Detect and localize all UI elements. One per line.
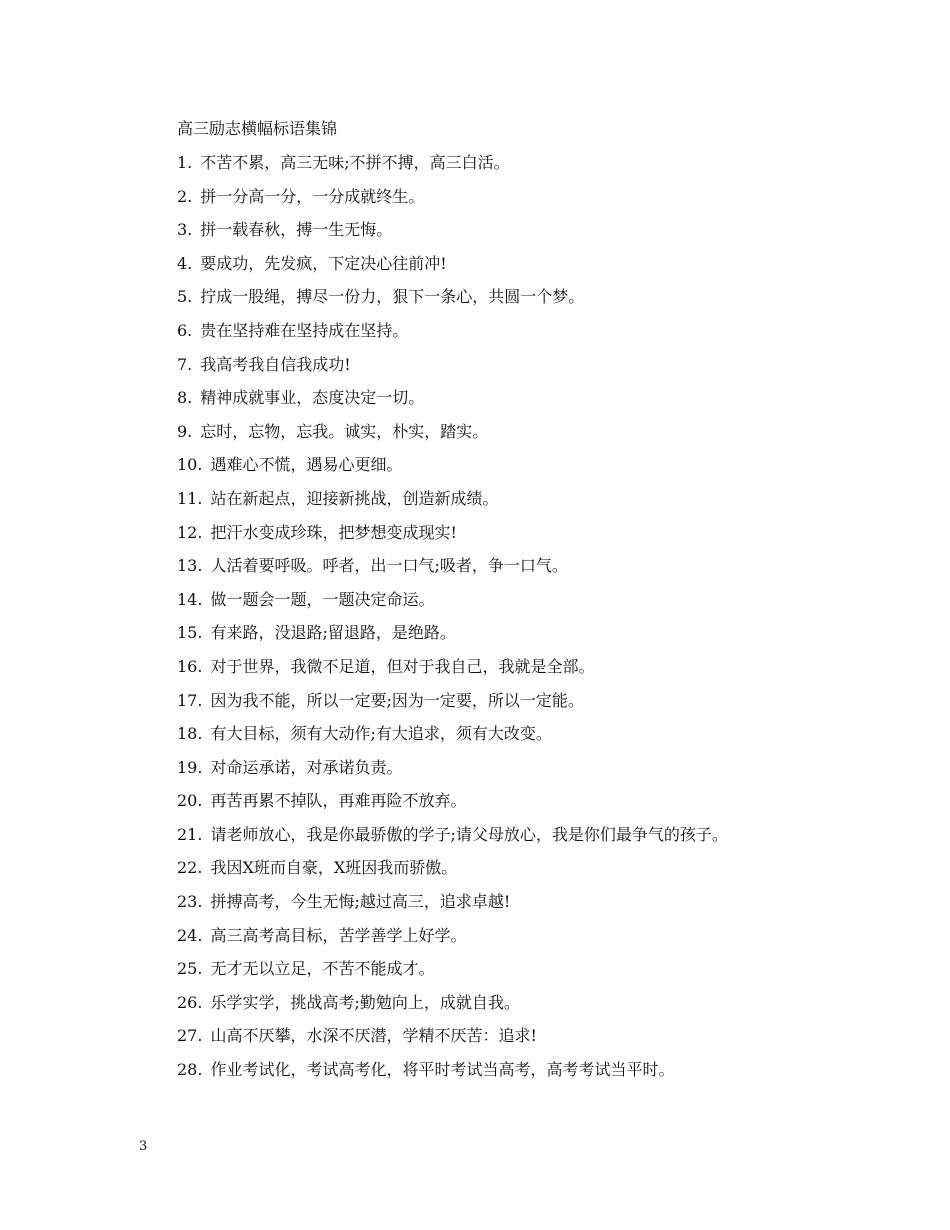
list-item	[177, 992, 728, 1026]
item-text: 人活着要呼吸。呼者，出一口气;吸者，争一口气。	[210, 556, 568, 576]
item-number: 6.	[177, 320, 193, 340]
item-number: 21.	[177, 824, 203, 844]
item-number: 13.	[177, 556, 203, 576]
item-text: 山高不厌攀，水深不厌潜，学精不厌苦：追求!	[210, 1026, 537, 1046]
item-text: 忘时，忘物，忘我。诚实，朴实，踏实。	[200, 421, 489, 441]
list-item	[177, 690, 728, 724]
item-text: 对命运承诺，对承诺负责。	[210, 757, 403, 777]
item-number: 18.	[177, 724, 203, 744]
item-number: 4.	[177, 253, 193, 273]
item-number: 5.	[177, 287, 193, 307]
item-number: 27.	[177, 1026, 203, 1046]
list-item	[177, 1059, 728, 1093]
list-item	[177, 286, 728, 320]
item-number: 10.	[177, 455, 203, 475]
list-item	[177, 656, 728, 690]
item-number: 14.	[177, 589, 203, 609]
item-text: 拼一分高一分，一分成就终生。	[200, 186, 425, 206]
item-number: 17.	[177, 690, 203, 710]
item-text: 把汗水变成珍珠，把梦想变成现实!	[210, 522, 457, 542]
item-text: 有来路，没退路;留退路，是绝路。	[210, 623, 456, 643]
item-text: 再苦再累不掉队，再难再险不放弃。	[210, 791, 467, 811]
item-number: 12.	[177, 522, 203, 542]
item-number: 11.	[177, 488, 203, 508]
item-text: 因为我不能，所以一定要;因为一定要，所以一定能。	[210, 690, 584, 710]
list-item	[177, 152, 728, 186]
list-item	[177, 790, 728, 824]
item-number: 26.	[177, 992, 203, 1012]
item-text: 无才无以立足，不苦不能成才。	[210, 959, 435, 979]
item-text: 不苦不累，高三无味;不拼不搏，高三白活。	[200, 153, 510, 172]
list-item	[177, 253, 728, 287]
item-number: 20.	[177, 791, 203, 811]
item-number: 7.	[177, 354, 193, 374]
list-item	[177, 354, 728, 388]
slogan-list	[177, 152, 728, 1093]
list-item	[177, 186, 728, 220]
item-text: 贵在坚持难在坚持成在坚持。	[200, 320, 409, 340]
item-number: 3.	[177, 220, 193, 240]
item-text: 精神成就事业，态度决定一切。	[200, 388, 425, 408]
document-title: 高三励志横幅标语集锦	[177, 119, 338, 138]
item-text: 做一题会一题，一题决定命运。	[210, 589, 435, 609]
item-number: 16.	[177, 656, 203, 676]
list-item	[177, 1025, 728, 1059]
list-item	[177, 925, 728, 959]
item-number: 1.	[177, 153, 193, 172]
item-text: 对于世界，我微不足道，但对于我自己，我就是全部。	[210, 656, 595, 676]
item-number: 28.	[177, 1060, 203, 1080]
list-item	[177, 757, 728, 791]
item-text: 乐学实学，挑战高考;勤勉向上，成就自我。	[210, 992, 520, 1012]
item-number: 2.	[177, 186, 193, 206]
list-item	[177, 857, 728, 891]
list-item	[177, 891, 728, 925]
list-item	[177, 320, 728, 354]
item-text: 拧成一股绳，搏尽一份力，狠下一条心，共圆一个梦。	[200, 287, 585, 307]
item-number: 23.	[177, 892, 203, 912]
list-item	[177, 824, 728, 858]
list-item	[177, 522, 728, 556]
item-text: 要成功，先发疯，下定决心往前冲!	[200, 253, 447, 273]
item-text: 有大目标，须有大动作;有大追求，须有大改变。	[210, 724, 552, 744]
page-number: 3	[139, 1139, 148, 1154]
item-number: 19.	[177, 757, 203, 777]
list-item	[177, 958, 728, 992]
item-number: 24.	[177, 925, 203, 945]
item-text: 我高考我自信我成功!	[200, 354, 351, 374]
item-text: 遇难心不慌，遇易心更细。	[210, 455, 403, 475]
item-text: 我因X班而自豪，X班因我而骄傲。	[210, 858, 458, 878]
list-item	[177, 622, 728, 656]
list-item	[177, 555, 728, 589]
item-text: 站在新起点，迎接新挑战，创造新成绩。	[210, 488, 499, 508]
list-item	[177, 219, 728, 253]
item-text: 作业考试化，考试高考化，将平时考试当高考，高考考试当平时。	[210, 1060, 675, 1080]
item-text: 拼一载春秋，搏一生无悔。	[200, 220, 393, 240]
list-item	[177, 454, 728, 488]
item-number: 25.	[177, 959, 203, 979]
list-item	[177, 421, 728, 455]
list-item	[177, 488, 728, 522]
item-number: 9.	[177, 421, 193, 441]
item-number: 15.	[177, 623, 203, 643]
item-text: 拼搏高考，今生无悔;越过高三，追求卓越!	[210, 892, 511, 912]
list-item	[177, 387, 728, 421]
item-number: 22.	[177, 858, 203, 878]
item-number: 8.	[177, 388, 193, 408]
item-text: 高三高考高目标，苦学善学上好学。	[210, 925, 467, 945]
list-item	[177, 589, 728, 623]
item-text: 请老师放心，我是你最骄傲的学子;请父母放心，我是你们最争气的孩子。	[210, 824, 728, 844]
list-item	[177, 723, 728, 757]
